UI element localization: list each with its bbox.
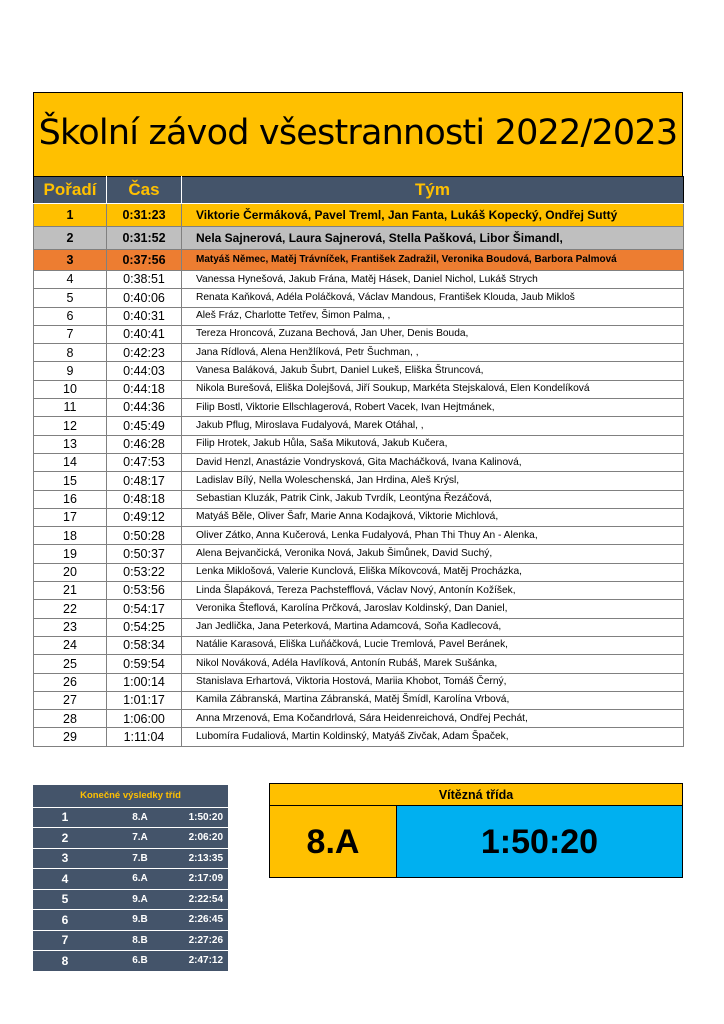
page-title: Školní závod všestrannosti 2022/2023 xyxy=(38,113,678,153)
team-cell: Nela Sajnerová, Laura Sajnerová, Stella Pašková, Libor Šimandl, xyxy=(182,227,684,250)
class-name: 9.A xyxy=(105,889,175,910)
table-row xyxy=(34,527,684,545)
time-cell: 0:53:22 xyxy=(107,563,182,581)
rank-cell: 7 xyxy=(34,325,107,343)
time-cell: 0:40:41 xyxy=(107,325,182,343)
results-body xyxy=(34,204,684,747)
class-results-body xyxy=(33,807,228,971)
time-cell: 0:58:34 xyxy=(107,636,182,654)
table-row xyxy=(34,490,684,508)
time-cell: 0:59:54 xyxy=(107,655,182,673)
time-cell: 1:11:04 xyxy=(107,728,182,746)
table-row xyxy=(34,435,684,453)
class-rank: 8 xyxy=(33,951,105,972)
winner-label: Vítězná třída xyxy=(270,784,682,806)
team-cell: Jan Jedlička, Jana Peterková, Martina Adamcová, Soňa Kadlecová, xyxy=(182,618,684,636)
list-item xyxy=(33,869,228,890)
team-cell: Filip Hrotek, Jakub Hůla, Saša Mikutová, Jakub Kučera, xyxy=(182,435,684,453)
class-time: 1:50:20 xyxy=(175,807,228,828)
winner-time: 1:50:20 xyxy=(397,806,682,877)
class-time: 2:27:26 xyxy=(175,930,228,951)
time-cell: 0:37:56 xyxy=(107,250,182,271)
rank-cell: 29 xyxy=(34,728,107,746)
table-row xyxy=(34,472,684,490)
time-cell: 0:31:23 xyxy=(107,204,182,227)
time-cell: 0:49:12 xyxy=(107,508,182,526)
team-cell: Matyáš Běle, Oliver Šafr, Marie Anna Kodajková, Viktorie Michlová, xyxy=(182,508,684,526)
time-cell: 0:38:51 xyxy=(107,271,182,289)
rank-cell: 11 xyxy=(34,399,107,417)
rank-cell: 8 xyxy=(34,344,107,362)
time-cell: 0:46:28 xyxy=(107,435,182,453)
table-row xyxy=(34,691,684,709)
team-cell: Tereza Hroncová, Zuzana Bechová, Jan Uher, Denis Bouda, xyxy=(182,325,684,343)
time-cell: 0:48:17 xyxy=(107,472,182,490)
team-cell: Alena Bejvančická, Veronika Nová, Jakub Šimůnek, David Suchý, xyxy=(182,545,684,563)
team-cell: Linda Šlapáková, Tereza Pachstefflová, Václav Nový, Antonín Kožíšek, xyxy=(182,582,684,600)
header-rank: Pořadí xyxy=(34,177,107,204)
table-row xyxy=(34,636,684,654)
rank-cell: 27 xyxy=(34,691,107,709)
class-results-table xyxy=(33,785,228,972)
table-row xyxy=(34,399,684,417)
class-time: 2:22:54 xyxy=(175,889,228,910)
team-cell: Viktorie Čermáková, Pavel Treml, Jan Fanta, Lukáš Kopecký, Ondřej Suttý xyxy=(182,204,684,227)
time-cell: 0:31:52 xyxy=(107,227,182,250)
results-table xyxy=(33,176,684,747)
table-row xyxy=(34,673,684,691)
winner-class: 8.A xyxy=(270,806,397,877)
class-name: 7.A xyxy=(105,828,175,849)
rank-cell: 3 xyxy=(34,250,107,271)
class-time: 2:47:12 xyxy=(175,951,228,972)
rank-cell: 9 xyxy=(34,362,107,380)
team-cell: Nikol Nováková, Adéla Havlíková, Antonín Rubáš, Marek Sušánka, xyxy=(182,655,684,673)
team-cell: Oliver Zátko, Anna Kučerová, Lenka Fudalyová, Phan Thi Thuy An - Alenka, xyxy=(182,527,684,545)
table-row xyxy=(34,582,684,600)
class-results-title: Konečné výsledky tříd xyxy=(33,785,228,807)
class-rank: 6 xyxy=(33,910,105,931)
rank-cell: 16 xyxy=(34,490,107,508)
table-row xyxy=(34,289,684,307)
time-cell: 0:48:18 xyxy=(107,490,182,508)
table-row xyxy=(34,380,684,398)
rank-cell: 19 xyxy=(34,545,107,563)
time-cell: 0:44:36 xyxy=(107,399,182,417)
team-cell: Sebastian Kluzák, Patrik Cink, Jakub Tvrdík, Leontýna Řezáčová, xyxy=(182,490,684,508)
class-name: 6.A xyxy=(105,869,175,890)
list-item xyxy=(33,889,228,910)
rank-cell: 24 xyxy=(34,636,107,654)
time-cell: 0:50:28 xyxy=(107,527,182,545)
time-cell: 1:06:00 xyxy=(107,710,182,728)
time-cell: 0:42:23 xyxy=(107,344,182,362)
rank-cell: 28 xyxy=(34,710,107,728)
rank-cell: 25 xyxy=(34,655,107,673)
team-cell: Jakub Pflug, Miroslava Fudalyová, Marek Otáhal, , xyxy=(182,417,684,435)
table-row xyxy=(34,453,684,471)
table-row xyxy=(34,204,684,227)
class-name: 6.B xyxy=(105,951,175,972)
team-cell: Renata Kaňková, Adéla Poláčková, Václav Mandous, František Klouda, Jaub Mikloš xyxy=(182,289,684,307)
list-item xyxy=(33,828,228,849)
table-row xyxy=(34,618,684,636)
class-name: 8.B xyxy=(105,930,175,951)
class-time: 2:13:35 xyxy=(175,848,228,869)
table-row xyxy=(34,250,684,271)
team-cell: Aleš Fráz, Charlotte Tetřev, Šimon Palma, , xyxy=(182,307,684,325)
time-cell: 0:40:06 xyxy=(107,289,182,307)
rank-cell: 14 xyxy=(34,453,107,471)
table-row xyxy=(34,344,684,362)
team-cell: Natálie Karasová, Eliška Luňáčková, Lucie Tremlová, Pavel Beránek, xyxy=(182,636,684,654)
class-time: 2:17:09 xyxy=(175,869,228,890)
table-row xyxy=(34,710,684,728)
class-rank: 1 xyxy=(33,807,105,828)
rank-cell: 5 xyxy=(34,289,107,307)
table-row xyxy=(34,227,684,250)
team-cell: Nikola Burešová, Eliška Dolejšová, Jiří Soukup, Markéta Stejskalová, Elen Kondelíková xyxy=(182,380,684,398)
time-cell: 0:44:18 xyxy=(107,380,182,398)
header-time: Čas xyxy=(107,177,182,204)
table-row xyxy=(34,728,684,746)
list-item xyxy=(33,951,228,972)
list-item xyxy=(33,807,228,828)
title-banner xyxy=(33,92,683,176)
list-item xyxy=(33,910,228,931)
table-row xyxy=(34,271,684,289)
class-rank: 4 xyxy=(33,869,105,890)
class-results-header-row xyxy=(33,785,228,807)
rank-cell: 15 xyxy=(34,472,107,490)
rank-cell: 18 xyxy=(34,527,107,545)
class-name: 8.A xyxy=(105,807,175,828)
team-cell: Ladislav Bílý, Nella Woleschenská, Jan Hrdina, Aleš Krýsl, xyxy=(182,472,684,490)
class-rank: 3 xyxy=(33,848,105,869)
table-row xyxy=(34,563,684,581)
class-time: 2:26:45 xyxy=(175,910,228,931)
class-rank: 5 xyxy=(33,889,105,910)
class-rank: 7 xyxy=(33,930,105,951)
rank-cell: 26 xyxy=(34,673,107,691)
table-row xyxy=(34,545,684,563)
team-cell: Kamila Zábranská, Martina Zábranská, Matěj Šmídl, Karolína Vrbová, xyxy=(182,691,684,709)
rank-cell: 10 xyxy=(34,380,107,398)
time-cell: 0:45:49 xyxy=(107,417,182,435)
team-cell: David Henzl, Anastázie Vondrysková, Gita Macháčková, Ivana Kalinová, xyxy=(182,453,684,471)
winner-box xyxy=(269,783,683,878)
time-cell: 0:53:56 xyxy=(107,582,182,600)
rank-cell: 13 xyxy=(34,435,107,453)
class-name: 7.B xyxy=(105,848,175,869)
rank-cell: 17 xyxy=(34,508,107,526)
class-time: 2:06:20 xyxy=(175,828,228,849)
table-row xyxy=(34,307,684,325)
time-cell: 0:54:17 xyxy=(107,600,182,618)
team-cell: Lenka Miklošová, Valerie Kunclová, Eliška Míkovcová, Matěj Procházka, xyxy=(182,563,684,581)
rank-cell: 23 xyxy=(34,618,107,636)
team-cell: Veronika Šteflová, Karolína Prčková, Jaroslav Koldinský, Dan Daniel, xyxy=(182,600,684,618)
team-cell: Jana Rídlová, Alena Henžlíková, Petr Šuchman, , xyxy=(182,344,684,362)
rank-cell: 20 xyxy=(34,563,107,581)
rank-cell: 12 xyxy=(34,417,107,435)
time-cell: 0:50:37 xyxy=(107,545,182,563)
rank-cell: 4 xyxy=(34,271,107,289)
team-cell: Vanesa Baláková, Jakub Šubrt, Daniel Lukeš, Eliška Štruncová, xyxy=(182,362,684,380)
time-cell: 1:01:17 xyxy=(107,691,182,709)
table-row xyxy=(34,417,684,435)
class-name: 9.B xyxy=(105,910,175,931)
table-row xyxy=(34,508,684,526)
table-row xyxy=(34,362,684,380)
team-cell: Matyáš Němec, Matěj Trávníček, František Zadražil, Veronika Boudová, Barbora Palmová xyxy=(182,250,684,271)
header-team: Tým xyxy=(182,177,684,204)
results-header-row xyxy=(34,177,684,204)
class-rank: 2 xyxy=(33,828,105,849)
time-cell: 0:44:03 xyxy=(107,362,182,380)
table-row xyxy=(34,655,684,673)
team-cell: Vanessa Hynešová, Jakub Frána, Matěj Hásek, Daniel Nichol, Lukáš Strych xyxy=(182,271,684,289)
team-cell: Filip Bostl, Viktorie Ellschlagerová, Robert Vacek, Ivan Hejtmánek, xyxy=(182,399,684,417)
list-item xyxy=(33,848,228,869)
list-item xyxy=(33,930,228,951)
rank-cell: 1 xyxy=(34,204,107,227)
time-cell: 0:47:53 xyxy=(107,453,182,471)
rank-cell: 21 xyxy=(34,582,107,600)
table-row xyxy=(34,600,684,618)
team-cell: Lubomíra Fudaliová, Martin Koldinský, Matyáš Zivčak, Adam Špaček, xyxy=(182,728,684,746)
rank-cell: 22 xyxy=(34,600,107,618)
time-cell: 1:00:14 xyxy=(107,673,182,691)
team-cell: Anna Mrzenová, Ema Kočandrlová, Sára Heidenreichová, Ondřej Pechát, xyxy=(182,710,684,728)
time-cell: 0:54:25 xyxy=(107,618,182,636)
team-cell: Stanislava Erhartová, Viktoria Hostová, Mariia Khobot, Tomáš Černý, xyxy=(182,673,684,691)
table-row xyxy=(34,325,684,343)
time-cell: 0:40:31 xyxy=(107,307,182,325)
rank-cell: 2 xyxy=(34,227,107,250)
rank-cell: 6 xyxy=(34,307,107,325)
